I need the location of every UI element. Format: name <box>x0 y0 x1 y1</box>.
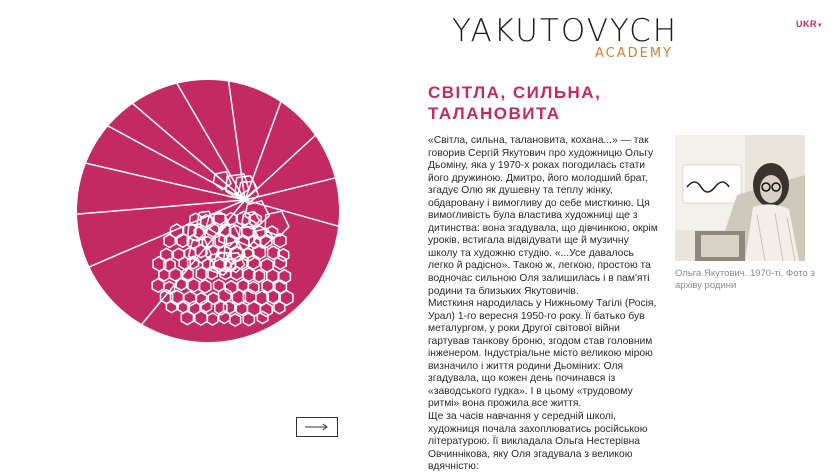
arrow-right-icon <box>305 423 329 431</box>
photo-illustration <box>675 135 805 261</box>
article-text <box>428 135 658 473</box>
section-title: СВІТЛА, СИЛЬНА, ТАЛАНОВИТА <box>428 83 602 123</box>
logo-wordmark: YAKUTOVYCH <box>452 13 679 49</box>
next-button[interactable] <box>296 417 338 437</box>
portrait-photo <box>675 135 805 261</box>
voronoi-circle-artwork <box>77 80 339 342</box>
chevron-down-icon: ▾ <box>818 22 823 29</box>
photo-caption: Ольга Якутович. 1970-ті. Фото з архіву родини <box>675 268 815 291</box>
article-paragraph: Ще за часів навчання у середній школі, художниця почала захоплюватись російською літературою. Її викладала Ольга Нестерівна Овчиннікова, яку Оля згадувала з великою вдячністю: <box>428 411 648 473</box>
article-paragraph: Мисткиня народилась у Нижньому Тагілі (Росія, Урал) 1-го вересня 1950-го року. Її батько був металургом, у роки Другої світової війни гартував танкову броню, згодом став головним інженером. Індустріальне місто великою мірою визначило і життя родини Дьоміних: Оля згадувала, що кожен день починався із «заводського гудка». І в цьому «трудовому ритмі» вона прожила все життя. <box>428 298 657 410</box>
language-selector[interactable] <box>796 19 822 29</box>
logo-academy: ACADEMY <box>594 46 673 61</box>
article-paragraph: «Світла, сильна, талановита, кохана...» — так говорив Сергій Якутович про художницю Ольгу Дьоміну, яка у 1970-х роках погодилась стати його дружиною. Дмитро, його молодший брат, згадує Олю як душевну та теплу жінку, обдаровану і вимогливу до себе мисткиню. Ця вимогливість була властива художниці ще з дитинства: вона згадувала, що дівчинкою, окрім уроків, встигала відвідувати ще й музичну школу та художню студію. «...Усе давалось легко й радісно». Такою ж, легкою, простою та водночас сильною Оля залишилась і в пам'яті родини та близьких Якутовичів. <box>428 135 658 297</box>
logo[interactable] <box>452 14 677 62</box>
language-label: UKR <box>796 19 817 29</box>
